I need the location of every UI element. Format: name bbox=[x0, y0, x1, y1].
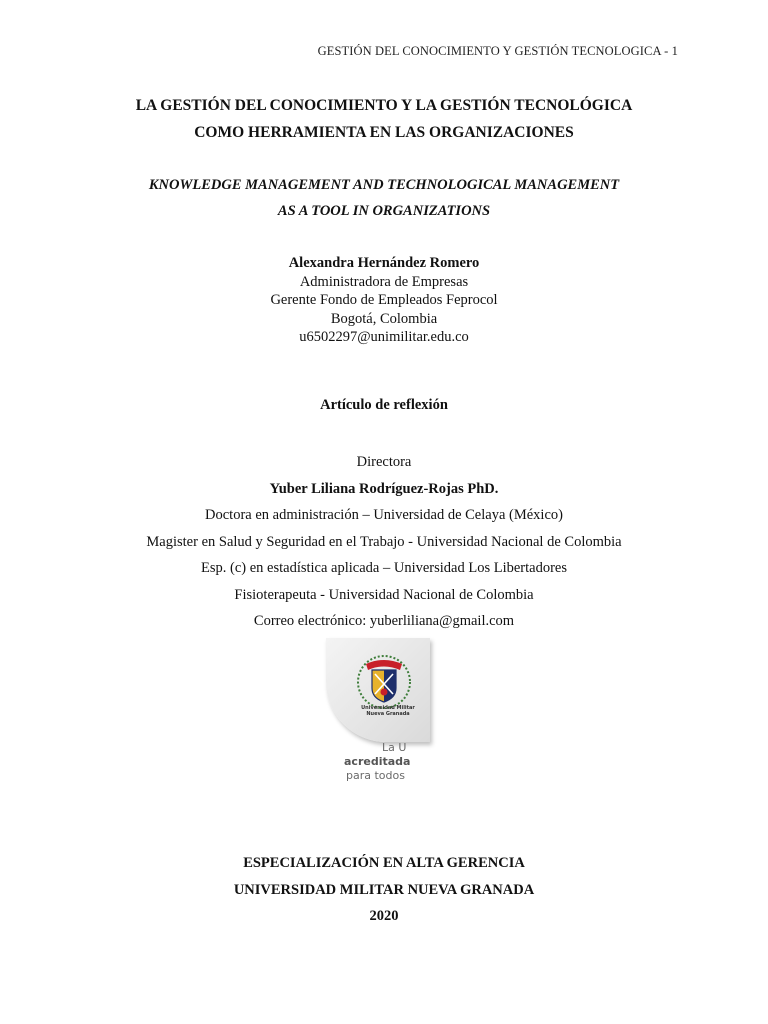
title-line-2: COMO HERRAMIENTA EN LAS ORGANIZACIONES bbox=[194, 124, 574, 141]
english-title-line-1: KNOWLEDGE MANAGEMENT AND TECHNOLOGICAL MANAGEMENT bbox=[148, 177, 620, 193]
university-logo bbox=[326, 638, 438, 790]
author-name: Alexandra Hernández Romero bbox=[288, 255, 480, 271]
logo-tagline-3: para todos bbox=[346, 769, 405, 782]
article-type: Artículo de reflexión bbox=[320, 397, 448, 413]
footer-university: UNIVERSIDAD MILITAR NUEVA GRANADA bbox=[233, 881, 535, 898]
author-email: u6502297@unimilitar.edu.co bbox=[299, 329, 469, 345]
director-email: Correo electrónico: yuberliliana@gmail.com bbox=[253, 613, 515, 629]
author-location: Bogotá, Colombia bbox=[330, 310, 438, 327]
author-block bbox=[0, 254, 768, 347]
logo-tagline-2: acreditada bbox=[344, 755, 411, 768]
university-crest-icon bbox=[356, 654, 412, 710]
logo-university-name bbox=[358, 705, 418, 717]
logo-tagline-1: La U bbox=[382, 741, 407, 754]
author-role: Administradora de Empresas bbox=[299, 273, 469, 290]
author-position: Gerente Fondo de Empleados Feprocol bbox=[270, 292, 498, 308]
director-label: Directora bbox=[356, 454, 412, 470]
title-line-1: LA GESTIÓN DEL CONOCIMIENTO Y LA GESTIÓN TECNOLÓGICA bbox=[135, 97, 633, 114]
footer-year: 2020 bbox=[369, 908, 399, 924]
english-title bbox=[0, 172, 768, 224]
footer-program: ESPECIALIZACIÓN EN ALTA GERENCIA bbox=[243, 855, 525, 871]
logo-university-line-2: Nueva Granada bbox=[366, 711, 410, 717]
director-credential: Magister en Salud y Seguridad en el Trabajo - Universidad Nacional de Colombia bbox=[146, 533, 622, 550]
director-block bbox=[0, 449, 768, 635]
running-head: GESTIÓN DEL CONOCIMIENTO Y GESTIÓN TECNOLOGICA - 1 bbox=[317, 44, 678, 58]
director-name: Yuber Liliana Rodríguez-Rojas PhD. bbox=[269, 480, 499, 497]
director-credential: Doctora en administración – Universidad de Celaya (México) bbox=[205, 507, 563, 523]
logo-university-line-1: Universidad Militar bbox=[361, 705, 415, 711]
english-title-line-2: AS A TOOL IN ORGANIZATIONS bbox=[277, 203, 491, 219]
document-title bbox=[0, 92, 768, 146]
director-credential: Fisioterapeuta - Universidad Nacional de Colombia bbox=[234, 586, 534, 603]
director-credential: Esp. (c) en estadística aplicada – Universidad Los Libertadores bbox=[201, 560, 567, 576]
footer-block bbox=[0, 850, 768, 930]
